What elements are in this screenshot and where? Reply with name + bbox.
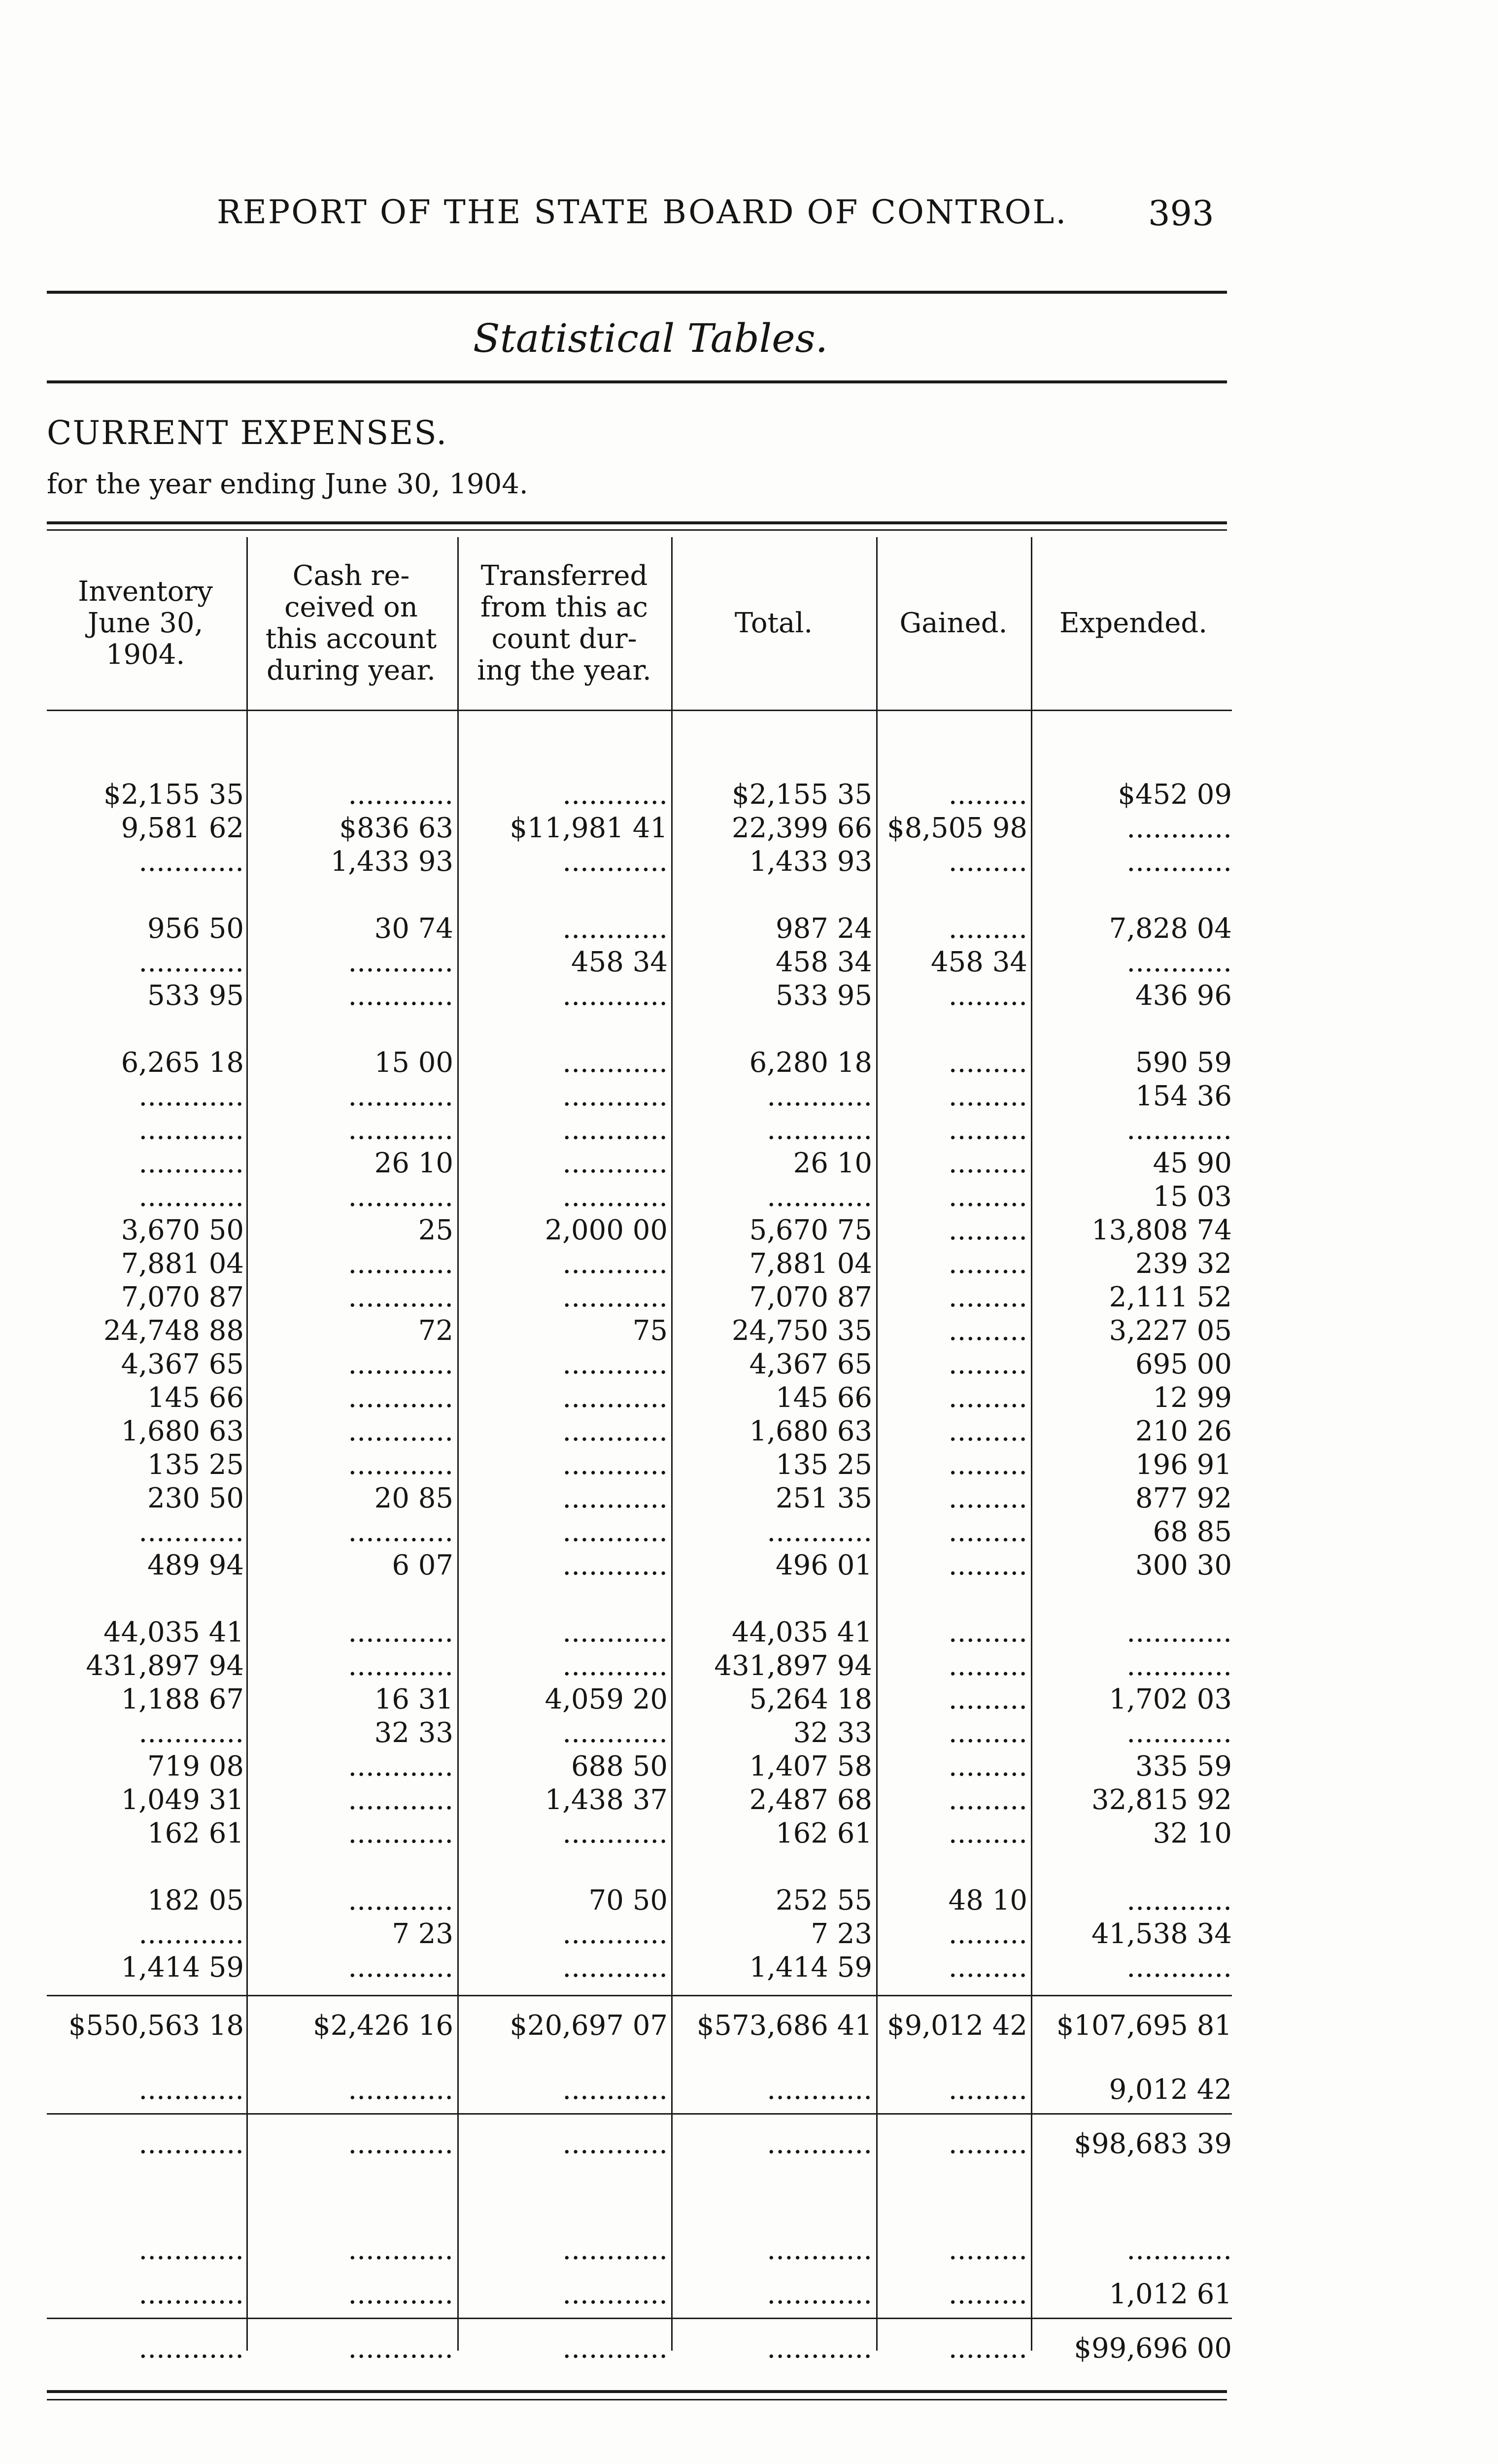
table-cell-cash-received: ............ (348, 946, 453, 978)
table-cell-total: 1,680 63 (749, 1415, 872, 1447)
table-cell-inventory: $2,155 35 (103, 779, 244, 811)
table-cell-cash-received: ............ (348, 1817, 453, 1849)
table-cell-transferred: ............ (562, 1047, 668, 1079)
table-cell-expended: 2,111 52 (1109, 1281, 1232, 1313)
table-cell-total: 987 24 (776, 913, 872, 945)
table-cell-total: 496 01 (776, 1549, 872, 1581)
table-cell-transferred: ............ (562, 1482, 668, 1514)
footer-cell-inventory: ............ (138, 2074, 244, 2106)
header-rule (47, 291, 1227, 294)
table-cell-inventory: ............ (138, 1114, 244, 1146)
footer-cell-transferred: ............ (562, 2234, 668, 2266)
table-cell-expended: 7,828 04 (1109, 913, 1232, 945)
footer-cell-transferred: ............ (562, 2332, 668, 2364)
table-cell-total: ............ (767, 1181, 872, 1213)
table-cell-expended: ............ (1126, 946, 1232, 978)
table-cell-transferred: 458 34 (571, 946, 668, 978)
column-header-transferred: Transferred from this ac count dur- ing the year. (477, 560, 651, 686)
table-cell-transferred: ............ (562, 1717, 668, 1749)
table-cell-cash-received: ............ (348, 779, 453, 811)
table-cell-total: 145 66 (776, 1382, 872, 1414)
table-cell-total: 431,897 94 (714, 1650, 872, 1682)
table-cell-gained: ......... (948, 1248, 1027, 1280)
table-cell-total: 162 61 (776, 1817, 872, 1849)
column-header-total: Total. (734, 607, 813, 639)
table-cell-transferred: ............ (562, 1248, 668, 1280)
table-cell-transferred: 4,059 20 (545, 1683, 668, 1715)
table-cell-inventory: 3,670 50 (121, 1214, 244, 1246)
table-cell-inventory: ............ (138, 1147, 244, 1179)
table-cell-cash-received: ............ (348, 980, 453, 1012)
table-cell-total: 2,487 68 (749, 1784, 872, 1816)
table-cell-expended: ............ (1126, 1951, 1232, 1984)
table-cell-gained: ......... (948, 980, 1027, 1012)
table-cell-transferred: ............ (562, 1415, 668, 1447)
table-cell-cash-received: 6 07 (392, 1549, 453, 1581)
table-cell-total: 26 10 (793, 1147, 872, 1179)
table-cell-total: 251 35 (776, 1482, 872, 1514)
table-cell-expended: 695 00 (1135, 1348, 1232, 1380)
table-cell-expended: 239 32 (1135, 1248, 1232, 1280)
table-cell-inventory: ............ (138, 946, 244, 978)
table-cell-expended: ............ (1126, 1616, 1232, 1648)
table-cell-inventory: 24,748 88 (103, 1315, 244, 1347)
table-cell-inventory: 6,265 18 (121, 1047, 244, 1079)
table-cell-transferred: ............ (562, 1080, 668, 1112)
page-number: 393 (1148, 193, 1214, 234)
footer-cell-gained: ......... (948, 2332, 1027, 2364)
table-cell-cash-received: ............ (348, 1449, 453, 1481)
table-cell-expended: 3,227 05 (1109, 1315, 1232, 1347)
footer-cell-cash-received: ............ (348, 2332, 453, 2364)
table-cell-expended: 210 26 (1135, 1415, 1232, 1447)
table-cell-cash-received: ............ (348, 1281, 453, 1313)
footer-cell-total: ............ (767, 2234, 872, 2266)
table-cell-gained: ......... (948, 1281, 1027, 1313)
table-cell-inventory: 230 50 (147, 1482, 244, 1514)
table-cell-inventory: 489 94 (147, 1549, 244, 1581)
column-header-expended: Expended. (1059, 607, 1208, 639)
table-cell-total: 5,670 75 (749, 1214, 872, 1246)
table-bottom-rule-thin (47, 2399, 1227, 2400)
table-cell-total: 22,399 66 (731, 812, 872, 844)
table-cell-cash-received: ............ (348, 1516, 453, 1548)
table-subtitle: for the year ending June 30, 1904. (47, 468, 528, 500)
total-cell-total: $573,686 41 (696, 2010, 872, 2042)
table-cell-expended: 154 36 (1135, 1080, 1232, 1112)
table-cell-transferred: ............ (562, 980, 668, 1012)
table-cell-cash-received: ............ (348, 1114, 453, 1146)
table-cell-expended: 1,702 03 (1109, 1683, 1232, 1715)
footer-cell-cash-received: ............ (348, 2128, 453, 2160)
table-cell-transferred: 70 50 (588, 1884, 668, 1916)
table-cell-cash-received: ............ (348, 1248, 453, 1280)
footer-cell-cash-received: ............ (348, 2234, 453, 2266)
table-cell-cash-received: ............ (348, 1951, 453, 1984)
table-cell-expended: 13,808 74 (1091, 1214, 1232, 1246)
running-head: REPORT OF THE STATE BOARD OF CONTROL. (217, 193, 1068, 231)
table-cell-cash-received: 72 (418, 1315, 453, 1347)
table-cell-cash-received: ............ (348, 1415, 453, 1447)
table-cell-gained: ......... (948, 1784, 1027, 1816)
table-bottom-rule (47, 2390, 1227, 2393)
table-cell-gained: ......... (948, 1214, 1027, 1246)
table-cell-cash-received: 16 31 (374, 1683, 453, 1715)
table-cell-expended: 12 99 (1153, 1382, 1232, 1414)
table-cell-transferred: ............ (562, 1449, 668, 1481)
table-cell-total: ............ (767, 1080, 872, 1112)
table-cell-gained: ......... (948, 1382, 1027, 1414)
table-cell-inventory: 431,897 94 (86, 1650, 244, 1682)
header-underline (47, 710, 1232, 711)
table-cell-total: 44,035 41 (731, 1616, 872, 1648)
table-cell-expended: 32,815 92 (1091, 1784, 1232, 1816)
footer-cell-gained: ......... (948, 2074, 1027, 2106)
table-cell-gained: ......... (948, 1482, 1027, 1514)
section-subhead: Statistical Tables. (473, 315, 828, 361)
table-cell-total: 1,407 58 (749, 1750, 872, 1782)
table-cell-expended: 41,538 34 (1091, 1918, 1232, 1950)
table-cell-inventory: ............ (138, 846, 244, 878)
footer-cell-inventory: ............ (138, 2128, 244, 2160)
table-cell-cash-received: 7 23 (392, 1918, 453, 1950)
table-cell-gained: ......... (948, 1549, 1027, 1581)
table-cell-cash-received: ............ (348, 1181, 453, 1213)
table-top-rule-thin (47, 529, 1227, 531)
footer-cell-inventory: ............ (138, 2234, 244, 2266)
table-cell-expended: ............ (1126, 812, 1232, 844)
table-cell-transferred: 2,000 00 (545, 1214, 668, 1246)
column-divider (876, 537, 878, 2351)
table-cell-transferred: ............ (562, 846, 668, 878)
total-cell-inventory: $550,563 18 (68, 2010, 244, 2042)
table-cell-inventory: 1,680 63 (121, 1415, 244, 1447)
table-cell-expended: ............ (1126, 1717, 1232, 1749)
table-cell-inventory: 145 66 (147, 1382, 244, 1414)
table-cell-total: 7,881 04 (749, 1248, 872, 1280)
footer-cell-cash-received: ............ (348, 2074, 453, 2106)
table-cell-expended: 32 10 (1153, 1817, 1232, 1849)
table-cell-total: $2,155 35 (731, 779, 872, 811)
table-cell-cash-received: 15 00 (374, 1047, 453, 1079)
table-cell-gained: ......... (948, 1348, 1027, 1380)
subhead-rule (47, 380, 1227, 383)
table-cell-expended: 68 85 (1153, 1516, 1232, 1548)
table-cell-expended: ............ (1126, 1114, 1232, 1146)
table-cell-gained: ......... (948, 1047, 1027, 1079)
table-cell-cash-received: ............ (348, 1884, 453, 1916)
table-cell-total: 458 34 (776, 946, 872, 978)
column-divider (246, 537, 248, 2351)
table-cell-total: 5,264 18 (749, 1683, 872, 1715)
table-cell-transferred: ............ (562, 1348, 668, 1380)
table-cell-total: ............ (767, 1516, 872, 1548)
total-cell-expended: $107,695 81 (1056, 2010, 1232, 2042)
table-cell-transferred: ............ (562, 1516, 668, 1548)
footer-cell-total: ............ (767, 2278, 872, 2310)
table-cell-transferred: ............ (562, 1616, 668, 1648)
table-cell-expended: ............ (1126, 846, 1232, 878)
table-cell-gained: 458 34 (931, 946, 1027, 978)
table-cell-inventory: ............ (138, 1181, 244, 1213)
table-cell-total: 252 55 (776, 1884, 872, 1916)
total-cell-transferred: $20,697 07 (510, 2010, 668, 2042)
column-header-inventory: Inventory June 30, 1904. (78, 576, 213, 671)
table-cell-gained: ......... (948, 1918, 1027, 1950)
table-cell-transferred: ............ (562, 1382, 668, 1414)
table-cell-cash-received: ............ (348, 1784, 453, 1816)
table-cell-total: 7,070 87 (749, 1281, 872, 1313)
footer-cell-expended: 1,012 61 (1109, 2278, 1232, 2310)
table-cell-expended: 45 90 (1153, 1147, 1232, 1179)
table-cell-total: 32 33 (793, 1717, 872, 1749)
table-cell-transferred: $11,981 41 (510, 812, 668, 844)
table-cell-expended: 300 30 (1135, 1549, 1232, 1581)
table-cell-cash-received: 30 74 (374, 913, 453, 945)
table-cell-inventory: ............ (138, 1717, 244, 1749)
table-cell-inventory: 9,581 62 (121, 812, 244, 844)
footer-cell-total: ............ (767, 2128, 872, 2160)
footer-cell-expended: 9,012 42 (1109, 2074, 1232, 2106)
table-cell-gained: ......... (948, 1817, 1027, 1849)
table-cell-inventory: 719 08 (147, 1750, 244, 1782)
table-cell-cash-received: $836 63 (339, 812, 453, 844)
table-cell-transferred: ............ (562, 779, 668, 811)
table-cell-inventory: 7,881 04 (121, 1248, 244, 1280)
column-divider (671, 537, 673, 2351)
table-cell-transferred: ............ (562, 1281, 668, 1313)
table-cell-gained: ......... (948, 1449, 1027, 1481)
table-cell-expended: 196 91 (1135, 1449, 1232, 1481)
footer-cell-inventory: ............ (138, 2332, 244, 2364)
table-cell-cash-received: ............ (348, 1650, 453, 1682)
footer-cell-gained: ......... (948, 2234, 1027, 2266)
table-cell-cash-received: 1,433 93 (330, 846, 453, 878)
total-cell-gained: $9,012 42 (886, 2010, 1027, 2042)
table-title: CURRENT EXPENSES. (47, 414, 448, 452)
table-cell-expended: ............ (1126, 1884, 1232, 1916)
footer-rule (47, 2318, 1232, 2319)
table-cell-expended: 877 92 (1135, 1482, 1232, 1514)
table-cell-transferred: 688 50 (571, 1750, 668, 1782)
table-cell-transferred: ............ (562, 1951, 668, 1984)
table-cell-gained: ......... (948, 1080, 1027, 1112)
table-cell-total: 135 25 (776, 1449, 872, 1481)
table-cell-inventory: 1,049 31 (121, 1784, 244, 1816)
table-cell-transferred: 1,438 37 (545, 1784, 668, 1816)
table-cell-gained: ......... (948, 779, 1027, 811)
table-cell-gained: ......... (948, 1114, 1027, 1146)
footer-rule (47, 2113, 1232, 2115)
table-cell-inventory: 4,367 65 (121, 1348, 244, 1380)
footer-cell-total: ............ (767, 2332, 872, 2364)
table-cell-inventory: ............ (138, 1918, 244, 1950)
table-cell-cash-received: ............ (348, 1750, 453, 1782)
table-cell-total: 1,433 93 (749, 846, 872, 878)
footer-cell-total: ............ (767, 2074, 872, 2106)
table-cell-inventory: 162 61 (147, 1817, 244, 1849)
table-top-rule (47, 521, 1227, 524)
footer-cell-cash-received: ............ (348, 2278, 453, 2310)
table-cell-transferred: ............ (562, 1181, 668, 1213)
table-cell-transferred: ............ (562, 1817, 668, 1849)
table-cell-total: 24,750 35 (731, 1315, 872, 1347)
footer-cell-expended: $99,696 00 (1074, 2332, 1232, 2364)
table-cell-gained: ......... (948, 913, 1027, 945)
footer-cell-gained: ......... (948, 2278, 1027, 2310)
table-cell-total: 6,280 18 (749, 1047, 872, 1079)
footer-cell-transferred: ............ (562, 2074, 668, 2106)
table-cell-inventory: 1,414 59 (121, 1951, 244, 1984)
totals-rule (47, 1995, 1232, 1996)
table-cell-gained: 48 10 (948, 1884, 1027, 1916)
table-cell-cash-received: ............ (348, 1616, 453, 1648)
table-cell-total: ............ (767, 1114, 872, 1146)
table-cell-inventory: 533 95 (147, 980, 244, 1012)
column-header-gained: Gained. (899, 607, 1008, 639)
table-cell-inventory: ............ (138, 1516, 244, 1548)
table-cell-inventory: 44,035 41 (103, 1616, 244, 1648)
table-cell-gained: ......... (948, 1415, 1027, 1447)
table-cell-transferred: ............ (562, 1650, 668, 1682)
table-cell-inventory: ............ (138, 1080, 244, 1112)
table-cell-inventory: 7,070 87 (121, 1281, 244, 1313)
table-cell-gained: $8,505 98 (886, 812, 1027, 844)
table-cell-total: 1,414 59 (749, 1951, 872, 1984)
column-divider (457, 537, 459, 2351)
table-cell-transferred: ............ (562, 1147, 668, 1179)
table-cell-cash-received: 25 (418, 1214, 453, 1246)
table-cell-inventory: 135 25 (147, 1449, 244, 1481)
table-cell-cash-received: ............ (348, 1080, 453, 1112)
table-cell-gained: ......... (948, 1683, 1027, 1715)
footer-cell-gained: ......... (948, 2128, 1027, 2160)
footer-cell-transferred: ............ (562, 2278, 668, 2310)
table-cell-cash-received: ............ (348, 1348, 453, 1380)
table-cell-cash-received: 32 33 (374, 1717, 453, 1749)
table-cell-gained: ......... (948, 1616, 1027, 1648)
table-cell-transferred: ............ (562, 1549, 668, 1581)
table-cell-gained: ......... (948, 1951, 1027, 1984)
table-cell-expended: ............ (1126, 1650, 1232, 1682)
table-cell-total: 4,367 65 (749, 1348, 872, 1380)
table-cell-expended: $452 09 (1118, 779, 1232, 811)
table-cell-gained: ......... (948, 1516, 1027, 1548)
table-cell-cash-received: ............ (348, 1382, 453, 1414)
table-cell-cash-received: 20 85 (374, 1482, 453, 1514)
table-cell-expended: 590 59 (1135, 1047, 1232, 1079)
table-cell-expended: 15 03 (1153, 1181, 1232, 1213)
table-cell-transferred: 75 (632, 1315, 668, 1347)
table-cell-gained: ......... (948, 846, 1027, 878)
table-cell-transferred: ............ (562, 1918, 668, 1950)
table-cell-cash-received: 26 10 (374, 1147, 453, 1179)
table-cell-gained: ......... (948, 1181, 1027, 1213)
table-cell-gained: ......... (948, 1717, 1027, 1749)
table-cell-inventory: 1,188 67 (121, 1683, 244, 1715)
table-cell-expended: 335 59 (1135, 1750, 1232, 1782)
column-header-cash-received: Cash re- ceived on this account during year. (265, 560, 437, 686)
column-divider (1031, 537, 1032, 2351)
table-cell-transferred: ............ (562, 1114, 668, 1146)
table-cell-total: 533 95 (776, 980, 872, 1012)
footer-cell-transferred: ............ (562, 2128, 668, 2160)
table-cell-gained: ......... (948, 1750, 1027, 1782)
footer-cell-inventory: ............ (138, 2278, 244, 2310)
table-cell-expended: 436 96 (1135, 980, 1232, 1012)
table-cell-total: 7 23 (811, 1918, 872, 1950)
footer-cell-expended: ............ (1126, 2234, 1232, 2266)
table-cell-gained: ......... (948, 1650, 1027, 1682)
table-cell-gained: ......... (948, 1315, 1027, 1347)
table-cell-inventory: 956 50 (147, 913, 244, 945)
footer-cell-expended: $98,683 39 (1074, 2128, 1232, 2160)
table-cell-inventory: 182 05 (147, 1884, 244, 1916)
table-cell-gained: ......... (948, 1147, 1027, 1179)
total-cell-cash-received: $2,426 16 (312, 2010, 453, 2042)
table-cell-transferred: ............ (562, 913, 668, 945)
